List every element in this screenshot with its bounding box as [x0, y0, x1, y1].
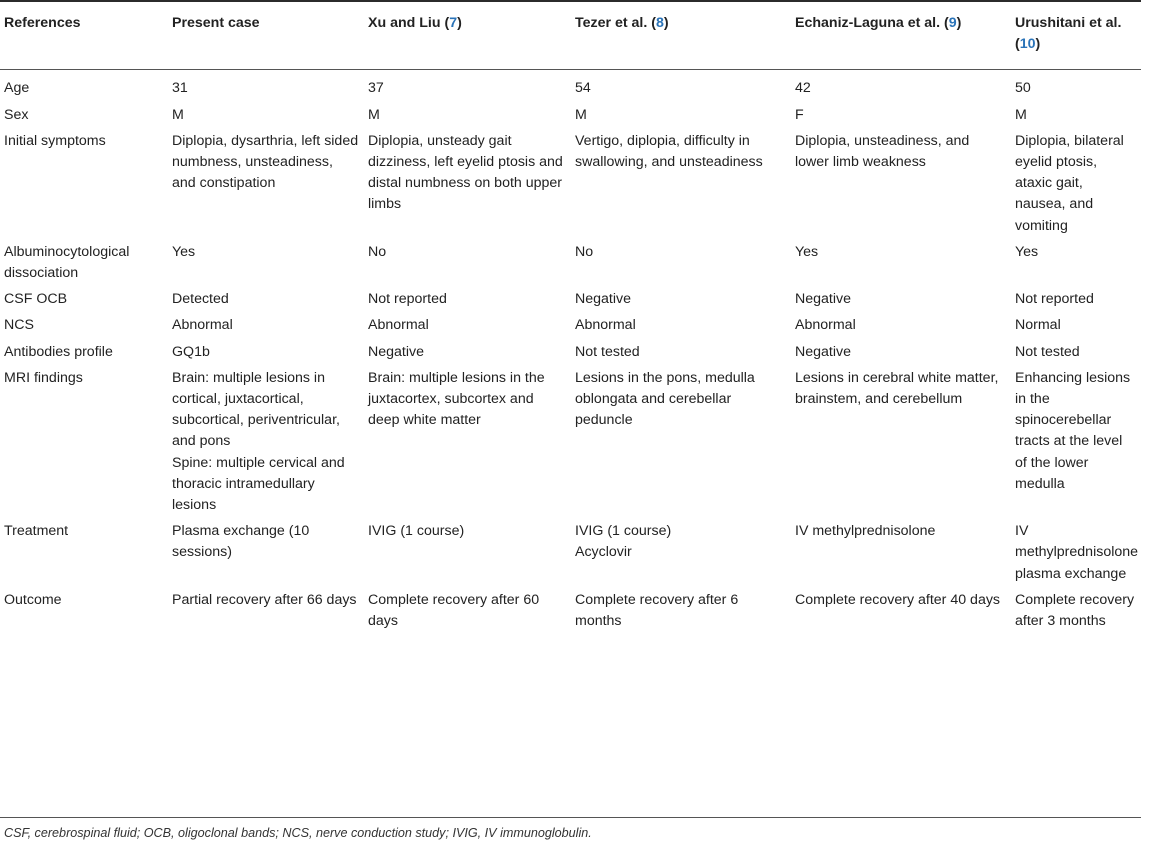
- table-cell: [364, 103, 571, 129]
- cell-text: Diplopia, unsteady gait dizziness, left eyelid ptosis and distal numbness on both upper limbs: [368, 132, 563, 213]
- cell-text: Abnormal: [575, 317, 636, 334]
- table-cell: [791, 340, 1011, 366]
- table-cell: [168, 240, 364, 287]
- table-cell: [168, 588, 364, 641]
- table-cell: [791, 313, 1011, 339]
- cell-text: M: [172, 106, 184, 123]
- cell-text: No: [368, 243, 387, 260]
- cell-text: Lesions in cerebral white matter, brainstem, and cerebellum: [795, 369, 999, 408]
- row-label: Outcome: [4, 591, 62, 608]
- cell-text: Partial recovery after 66 days: [172, 591, 357, 608]
- table-row: [0, 588, 1141, 641]
- comparison-table: [0, 2, 1141, 641]
- table-cell: [168, 103, 364, 129]
- table-cell: [791, 519, 1011, 588]
- cell-text: IV methylprednisolone plasma exchange: [1015, 523, 1139, 582]
- table-cell: [1011, 366, 1141, 519]
- table-cell: [1011, 588, 1141, 641]
- table-cell: [571, 103, 791, 129]
- cell-text: 31: [172, 80, 188, 97]
- cell-text: Enhancing lesions in the spinocerebellar tracts at the level of the lower medulla: [1015, 369, 1131, 492]
- cell-text: Detected: [172, 291, 229, 308]
- cell-text: Complete recovery after 3 months: [1015, 591, 1135, 630]
- cell-text: Plasma exchange (10 sessions): [172, 523, 310, 561]
- citation-link[interactable]: 10: [1019, 36, 1036, 53]
- cell-text: Yes: [795, 243, 819, 260]
- cell-text: Yes: [1015, 243, 1039, 260]
- col-header-references: References: [4, 15, 81, 31]
- cell-text: 54: [575, 80, 591, 97]
- table-cell: [1011, 70, 1141, 103]
- col-header-tezer: Tezer et al. (8): [575, 15, 669, 31]
- cell-text: Negative: [368, 343, 424, 360]
- table-cell: [1011, 519, 1141, 588]
- table-cell: [1011, 240, 1141, 287]
- table-cell: [571, 519, 791, 588]
- row-label: Albuminocytological dissociation: [4, 243, 130, 282]
- cell-text: M: [368, 106, 380, 123]
- table-cell: [364, 287, 571, 313]
- cell-text: Complete recovery after 40 days: [795, 591, 1001, 608]
- cell-text: Diplopia, unsteadiness, and lower limb weakness: [795, 132, 970, 171]
- table-cell: [1011, 340, 1141, 366]
- cell-text: 42: [795, 80, 811, 97]
- cell-text: 37: [368, 80, 384, 97]
- row-label: Sex: [4, 106, 29, 123]
- table-cell: [1011, 103, 1141, 129]
- table-row: [0, 70, 1141, 103]
- cell-text: Spine: multiple cervical and thoracic intramedullary lesions: [172, 454, 345, 514]
- row-label: Antibodies profile: [4, 343, 113, 360]
- row-label: Initial symptoms: [4, 132, 106, 149]
- cell-text: 50: [1015, 80, 1031, 97]
- table-cell: [168, 70, 364, 103]
- row-label: Treatment: [4, 523, 69, 540]
- table-cell: [1011, 313, 1141, 339]
- table-row: [0, 287, 1141, 313]
- cell-text: Complete recovery after 6 months: [575, 591, 739, 630]
- table-cell: [791, 70, 1011, 103]
- table-cell: [168, 340, 364, 366]
- table-row: [0, 366, 1141, 519]
- table-cell: [791, 287, 1011, 313]
- table-cell: [571, 340, 791, 366]
- row-label: MRI findings: [4, 369, 83, 386]
- table-footnote: CSF, cerebrospinal fluid; OCB, oligoclonal bands; NCS, nerve conduction study; IVIG, IV immunoglobulin.: [4, 826, 592, 840]
- cell-text: Diplopia, dysarthria, left sided numbness, unsteadiness, and constipation: [172, 132, 359, 192]
- table-cell: [571, 287, 791, 313]
- cell-text: Acyclovir: [575, 544, 632, 561]
- table-row: [0, 103, 1141, 129]
- col-header-present-case: Present case: [172, 15, 260, 31]
- cell-text: Brain: multiple lesions in cortical, juxtacortical, subcortical, periventricular, and pons: [172, 369, 340, 450]
- citation-link[interactable]: 9: [948, 15, 957, 31]
- table-cell: [168, 313, 364, 339]
- cell-text: Abnormal: [795, 317, 856, 334]
- citation-link[interactable]: 7: [449, 15, 458, 31]
- table-cell: [168, 366, 364, 519]
- table-cell: [364, 70, 571, 103]
- cell-text: IV methylprednisolone: [795, 523, 936, 540]
- cell-text: M: [1015, 106, 1027, 123]
- cell-text: Negative: [795, 343, 851, 360]
- table-cell: [1011, 129, 1141, 240]
- row-label: CSF OCB: [4, 291, 68, 308]
- table-cell: [571, 240, 791, 287]
- cell-text: Not tested: [575, 343, 640, 360]
- row-label: NCS: [4, 317, 34, 334]
- cell-text: Diplopia, bilateral eyelid ptosis, ataxic gait, nausea, and vomiting: [1015, 132, 1124, 234]
- table-cell: [1011, 287, 1141, 313]
- table-row: [0, 240, 1141, 287]
- cell-text: Not reported: [368, 291, 447, 308]
- cell-text: Normal: [1015, 317, 1061, 334]
- table-cell: [364, 588, 571, 641]
- col-header-urushitani: Urushitani et al. (10): [1015, 15, 1122, 53]
- table-row: [0, 313, 1141, 339]
- table-cell: [571, 588, 791, 641]
- cell-text: Not tested: [1015, 343, 1080, 360]
- table-cell: [364, 366, 571, 519]
- table-cell: [364, 340, 571, 366]
- table-cell: [364, 240, 571, 287]
- cell-text: Brain: multiple lesions in the juxtacortex, subcortex and deep white matter: [368, 369, 545, 429]
- cell-text: GQ1b: [172, 343, 210, 360]
- cell-text: Abnormal: [368, 317, 429, 334]
- table-cell: [364, 519, 571, 588]
- table-cell: [791, 588, 1011, 641]
- table-cell: [571, 70, 791, 103]
- row-label: Age: [4, 80, 30, 97]
- table-cell: [168, 519, 364, 588]
- table-cell: [791, 103, 1011, 129]
- table-row: [0, 340, 1141, 366]
- citation-link[interactable]: 8: [655, 15, 664, 31]
- table-cell: [571, 313, 791, 339]
- cell-text: Complete recovery after 60 days: [368, 591, 540, 630]
- cell-text: Lesions in the pons, medulla oblongata and cerebellar peduncle: [575, 369, 755, 429]
- table-row: [0, 129, 1141, 240]
- table-cell: [364, 129, 571, 240]
- table-cell: [791, 366, 1011, 519]
- table-cell: [571, 366, 791, 519]
- col-header-xu-liu: Xu and Liu (7): [368, 15, 462, 31]
- bottom-rule: [0, 817, 1141, 818]
- cell-text: No: [575, 243, 594, 260]
- table-cell: [791, 240, 1011, 287]
- table-cell: [791, 129, 1011, 240]
- cell-text: IVIG (1 course): [368, 523, 465, 540]
- cell-text: Not reported: [1015, 291, 1094, 308]
- table-cell: [364, 313, 571, 339]
- cell-text: M: [575, 106, 587, 123]
- table-cell: [571, 129, 791, 240]
- col-header-echaniz-laguna: Echaniz-Laguna et al. (9): [795, 15, 962, 31]
- table-cell: [168, 129, 364, 240]
- cell-text: F: [795, 106, 804, 123]
- cell-text: Yes: [172, 243, 196, 260]
- cell-text: Negative: [575, 291, 631, 308]
- table-row: [0, 519, 1141, 588]
- cell-text: Abnormal: [172, 317, 233, 334]
- header-row: [0, 2, 1141, 70]
- cell-text: Vertigo, diplopia, difficulty in swallowing, and unsteadiness: [575, 132, 763, 171]
- cell-text: IVIG (1 course): [575, 523, 672, 540]
- table-cell: [168, 287, 364, 313]
- cell-text: Negative: [795, 291, 851, 308]
